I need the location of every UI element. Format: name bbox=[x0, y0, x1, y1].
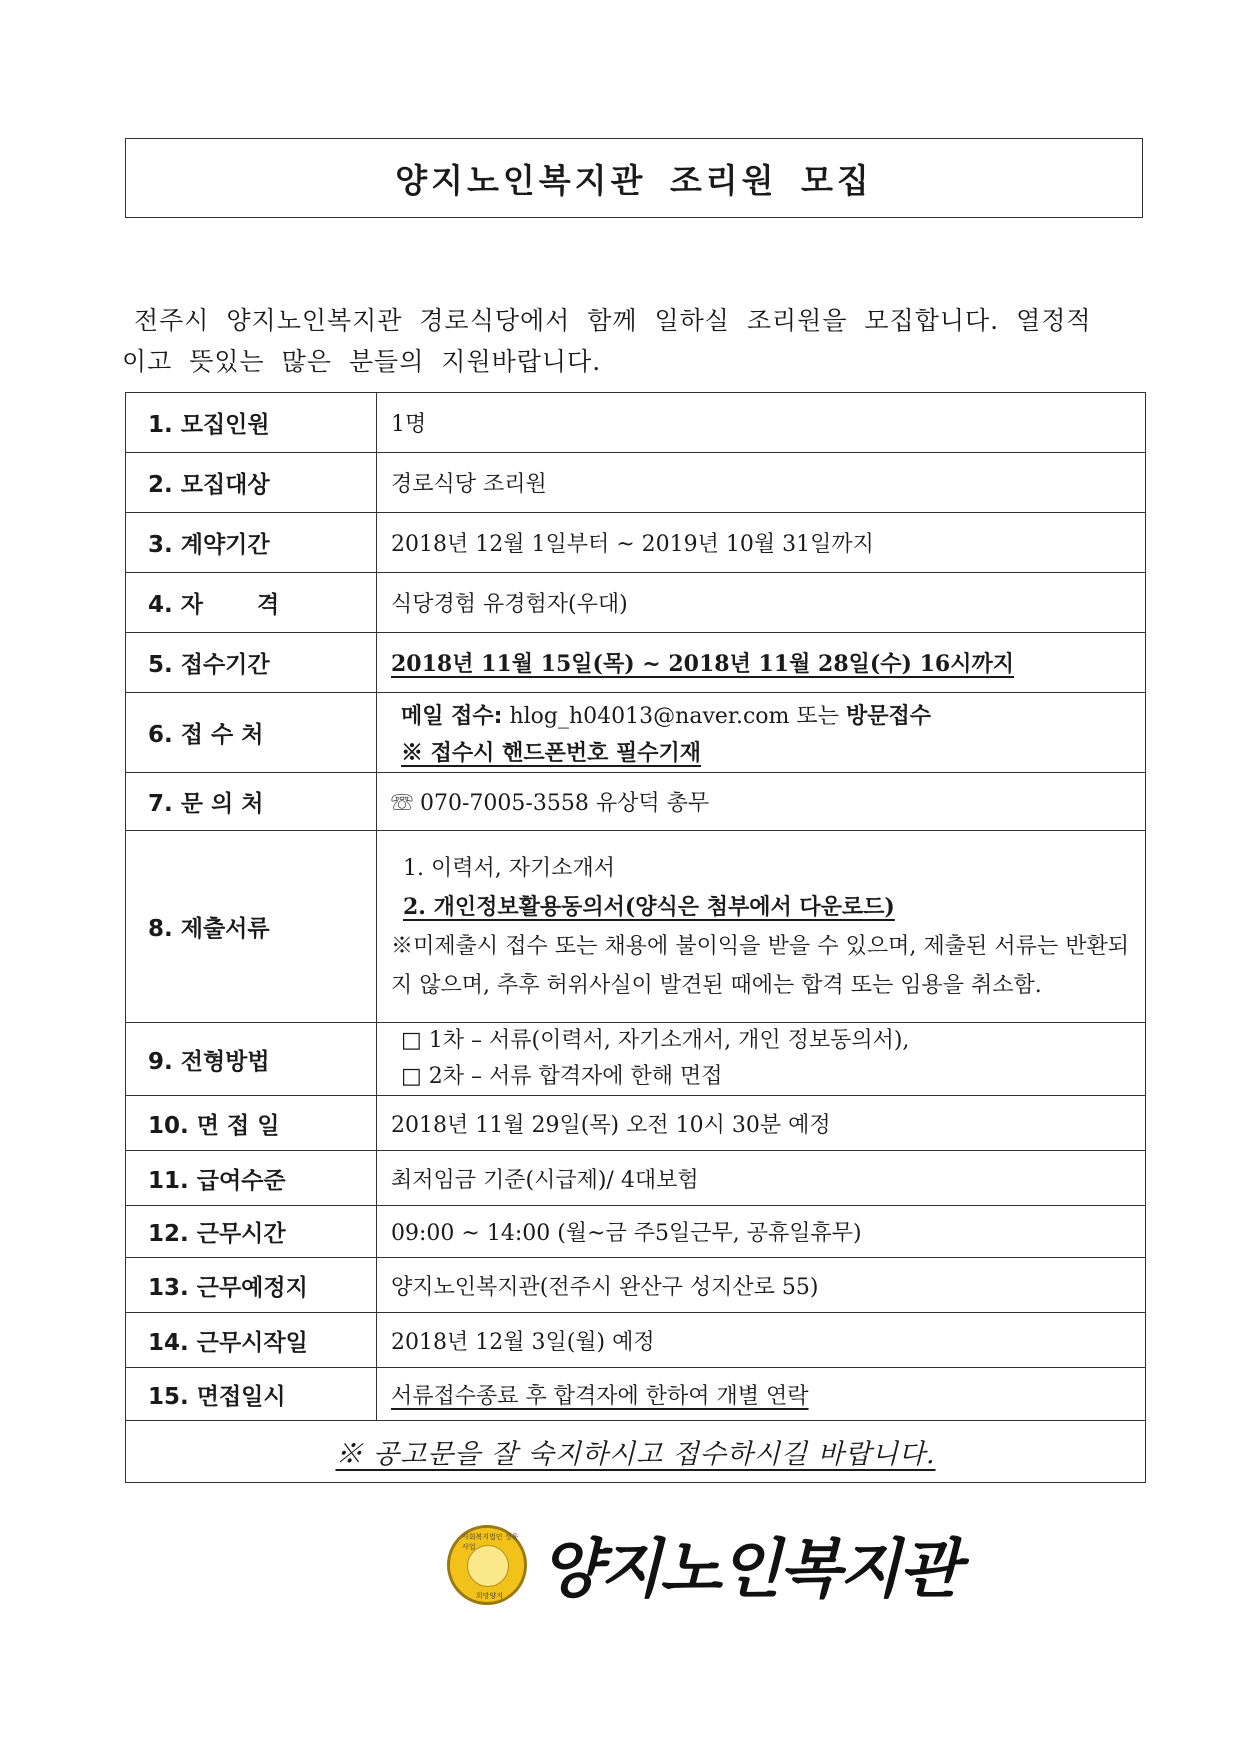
intro-line-1: 전주시 양지노인복지관 경로식당에서 함께 일하실 조리원을 모집합니다. 열정적 bbox=[134, 306, 1092, 335]
row-value: ☏ 070-7005-3558 유상덕 총무 bbox=[377, 773, 1146, 831]
or-text: 또는 bbox=[796, 703, 839, 729]
table-row bbox=[126, 513, 1146, 573]
document-item-1: 1. 이력서, 자기소개서 bbox=[403, 855, 615, 881]
row-value: 양지노인복지관(전주시 완산구 성지산로 55) bbox=[377, 1258, 1146, 1313]
document-item-2: 2. 개인정보활용동의서(양식은 첨부에서 다운로드) bbox=[403, 893, 895, 920]
table-row bbox=[126, 773, 1146, 831]
row-label: 14. 근무시작일 bbox=[126, 1313, 377, 1368]
table-row bbox=[126, 1258, 1146, 1313]
notice-row bbox=[126, 1421, 1146, 1483]
organization-seal-logo bbox=[447, 1525, 527, 1605]
table-row bbox=[126, 1313, 1146, 1368]
row-label: 6. 접 수 처 bbox=[126, 693, 377, 773]
row-value: 1명 bbox=[377, 393, 1146, 453]
document-note: ※미제출시 접수 또는 채용에 불이익을 받을 수 있으며, 제출된 서류는 반환되지 않으며, 추후 허위사실이 발견된 때에는 합격 또는 임용을 취소함. bbox=[391, 933, 1129, 998]
page-title: 양지노인복지관 조리원 모집 bbox=[395, 160, 873, 200]
brand-name: 양지노인복지관 bbox=[540, 1532, 959, 1607]
seal-bottom-text: 희망양지 bbox=[476, 1592, 504, 1600]
table-row bbox=[126, 393, 1146, 453]
row-label: 5. 접수기간 bbox=[126, 633, 377, 693]
table-row bbox=[126, 1023, 1146, 1096]
table-row bbox=[126, 1151, 1146, 1206]
email-line bbox=[401, 699, 1135, 730]
row-label: 3. 계약기간 bbox=[126, 513, 377, 573]
row-value: 2018년 12월 1일부터 ~ 2019년 10월 31일까지 bbox=[377, 513, 1146, 573]
row-label: 8. 제출서류 bbox=[126, 831, 377, 1023]
table-row bbox=[126, 633, 1146, 693]
row-value: 최저임금 기준(시급제)/ 4대보험 bbox=[377, 1151, 1146, 1206]
interview-schedule: 서류접수종료 후 합격자에 한하여 개별 연락 bbox=[391, 1383, 809, 1409]
row-label: 15. 면접일시 bbox=[126, 1368, 377, 1421]
row-label: 7. 문 의 처 bbox=[126, 773, 377, 831]
application-period: 2018년 11월 15일(목) ~ 2018년 11월 28일(수) 16시까지 bbox=[391, 651, 1014, 677]
row-label: 13. 근무예정지 bbox=[126, 1258, 377, 1313]
selection-step-1: □ 1차 – 서류(이력서, 자기소개서, 개인 정보동의서), bbox=[401, 1028, 910, 1053]
row-label: 1. 모집인원 bbox=[126, 393, 377, 453]
selection-step-2: □ 2차 – 서류 합격자에 한해 면접 bbox=[401, 1064, 723, 1089]
row-value: 2018년 11월 29일(목) 오전 10시 30분 예정 bbox=[377, 1096, 1146, 1151]
seal-top-text: 사회복지법인 성육사업 bbox=[462, 1533, 519, 1551]
row-label: 12. 근무시간 bbox=[126, 1206, 377, 1258]
table-row bbox=[126, 1368, 1146, 1421]
row-value: 경로식당 조리원 bbox=[377, 453, 1146, 513]
table-row bbox=[126, 831, 1146, 1023]
title-box bbox=[125, 138, 1143, 218]
row-label: 9. 전형방법 bbox=[126, 1023, 377, 1096]
row-value: 2018년 12월 3일(월) 예정 bbox=[377, 1313, 1146, 1368]
intro-line-2: 이고 뜻있는 많은 분들의 지원바랍니다. bbox=[122, 347, 602, 376]
row-label: 11. 급여수준 bbox=[126, 1151, 377, 1206]
row-value: 식당경험 유경험자(우대) bbox=[377, 573, 1146, 633]
row-label: 4. 자 격 bbox=[126, 573, 377, 633]
table-row bbox=[126, 573, 1146, 633]
phone-note: ※ 접수시 핸드폰번호 필수기재 bbox=[401, 739, 702, 766]
email-address[interactable]: hlog_h04013@naver.com bbox=[509, 703, 790, 729]
notice-text: ※ 공고문을 잘 숙지하시고 접수하시길 바랍니다. bbox=[126, 1421, 1146, 1483]
recruitment-info-table bbox=[125, 392, 1146, 1483]
intro-paragraph bbox=[122, 300, 1147, 382]
table-row bbox=[126, 1206, 1146, 1258]
table-row bbox=[126, 1096, 1146, 1151]
visit-text: 방문접수 bbox=[845, 703, 931, 729]
table-row bbox=[126, 693, 1146, 773]
row-value: 09:00 ~ 14:00 (월~금 주5일근무, 공휴일휴무) bbox=[377, 1206, 1146, 1258]
table-row bbox=[126, 453, 1146, 513]
email-prefix: 메일 접수: bbox=[401, 703, 503, 729]
row-label: 2. 모집대상 bbox=[126, 453, 377, 513]
row-label: 10. 면 접 일 bbox=[126, 1096, 377, 1151]
